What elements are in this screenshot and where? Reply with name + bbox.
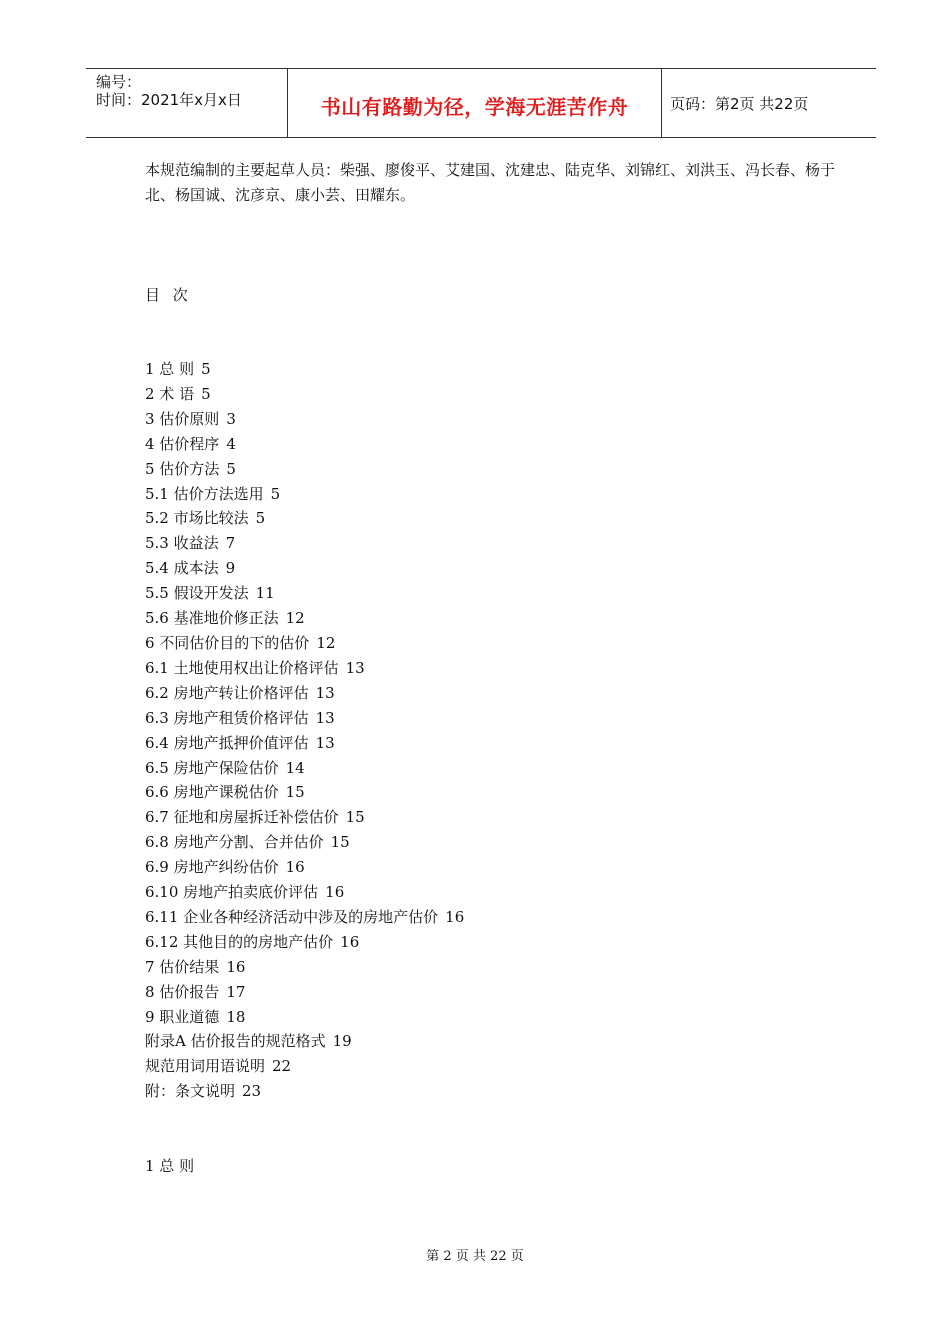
toc-entry[interactable] bbox=[145, 880, 464, 905]
time-label: 时间：2021年x月x日 bbox=[96, 91, 242, 109]
header-meta-cell bbox=[86, 69, 287, 137]
toc-entry-page: 5 bbox=[226, 459, 236, 478]
toc-entry-page: 15 bbox=[285, 783, 305, 802]
toc-entry[interactable] bbox=[145, 930, 464, 955]
toc-entry-page: 15 bbox=[345, 808, 365, 827]
toc-entry-title: 6.2 房地产转让价格评估 bbox=[145, 683, 309, 702]
toc-entry-title: 6.12 其他目的的房地产估价 bbox=[145, 932, 334, 951]
toc-entry-page: 4 bbox=[226, 434, 236, 453]
toc-entry[interactable] bbox=[145, 681, 464, 706]
toc-entry-page: 13 bbox=[315, 733, 335, 752]
toc-entry[interactable] bbox=[145, 506, 464, 531]
toc-entry[interactable] bbox=[145, 756, 464, 781]
toc-entry[interactable] bbox=[145, 855, 464, 880]
toc-entry[interactable] bbox=[145, 1005, 464, 1030]
toc-entry-title: 6.4 房地产抵押价值评估 bbox=[145, 733, 309, 752]
toc-entry[interactable] bbox=[145, 656, 464, 681]
toc-entry-title: 6.9 房地产纠纷估价 bbox=[145, 858, 279, 877]
toc-entry[interactable] bbox=[145, 1079, 464, 1104]
toc-entry-title: 5.1 估价方法选用 bbox=[145, 484, 264, 503]
toc-entry-page: 5 bbox=[255, 509, 266, 528]
toc-entry-title: 6.10 房地产拍卖底价评估 bbox=[145, 883, 319, 902]
toc-entry-page: 5 bbox=[201, 384, 211, 403]
toc-entry-page: 9 bbox=[225, 559, 236, 578]
toc-entry-title: 3 估价原则 bbox=[145, 409, 220, 428]
toc-entry-page: 17 bbox=[226, 982, 246, 1001]
toc-entry-page: 13 bbox=[345, 658, 365, 677]
drafters-paragraph: 本规范编制的主要起草人员：柴强、廖俊平、艾建国、沈建忠、陆克华、刘锦红、刘洪玉、冯长春、杨于北、杨国诚、沈彦京、康小芸、田耀东。 bbox=[145, 161, 836, 204]
toc-entry-page: 3 bbox=[226, 409, 236, 428]
toc-entry-title: 6.5 房地产保险估价 bbox=[145, 758, 279, 777]
toc-entry-title: 9 职业道德 bbox=[145, 1007, 220, 1026]
toc-entry[interactable] bbox=[145, 581, 464, 606]
toc-entry[interactable] bbox=[145, 457, 464, 482]
header-motto-cell bbox=[287, 69, 662, 137]
toc-entry[interactable] bbox=[145, 482, 464, 507]
toc-entry-page: 16 bbox=[285, 858, 305, 877]
section-heading: 1 总 则 bbox=[145, 1157, 195, 1175]
toc-entry-page: 23 bbox=[242, 1082, 262, 1101]
toc-entry-title: 附录A 估价报告的规范格式 bbox=[145, 1032, 326, 1051]
toc-entry-title: 8 估价报告 bbox=[145, 982, 220, 1001]
toc-entry-title: 6.11 企业各种经济活动中涉及的房地产估价 bbox=[145, 907, 439, 926]
page-footer: 第 2 页 共 22 页 bbox=[426, 1249, 524, 1264]
toc-entry-page: 13 bbox=[315, 708, 335, 727]
toc-entry-page: 18 bbox=[226, 1007, 246, 1026]
toc-title: 目 次 bbox=[145, 286, 192, 304]
toc-entry[interactable] bbox=[145, 1054, 464, 1079]
toc-entry-page: 16 bbox=[445, 907, 465, 926]
toc-entry-page: 7 bbox=[225, 534, 236, 553]
toc-entry[interactable] bbox=[145, 556, 464, 581]
toc-entry[interactable] bbox=[145, 805, 464, 830]
motto: 书山有路勤为径，学海无涯苦作舟 bbox=[320, 95, 629, 119]
toc-entry-page: 5 bbox=[201, 360, 211, 378]
toc-entry-title: 6.8 房地产分割、合并估价 bbox=[145, 833, 324, 852]
toc-entry-title: 2 术 语 bbox=[145, 384, 195, 403]
toc-entry-title: 6.1 土地使用权出让价格评估 bbox=[145, 658, 339, 677]
toc-entry-title: 5.3 收益法 bbox=[145, 534, 219, 553]
toc-entry[interactable] bbox=[145, 407, 464, 432]
toc-entry[interactable] bbox=[145, 1029, 464, 1054]
toc-entry-page: 19 bbox=[332, 1032, 352, 1051]
toc-entry-page: 16 bbox=[226, 957, 246, 976]
toc-entry-title: 5.5 假设开发法 bbox=[145, 584, 249, 603]
toc-entry-page: 22 bbox=[272, 1057, 292, 1076]
toc-entry-title: 规范用词用语说明 bbox=[145, 1057, 266, 1076]
toc-entry[interactable] bbox=[145, 631, 464, 656]
toc-entry-page: 16 bbox=[340, 932, 360, 951]
toc-entry[interactable] bbox=[145, 830, 464, 855]
toc-entry-title: 5.4 成本法 bbox=[145, 559, 219, 578]
toc-entry-page: 16 bbox=[325, 883, 345, 902]
toc-entry-title: 6.7 征地和房屋拆迁补偿估价 bbox=[145, 808, 339, 827]
toc-entry-page: 12 bbox=[285, 609, 305, 628]
toc-entry-title: 7 估价结果 bbox=[145, 957, 220, 976]
table-of-contents bbox=[145, 357, 464, 1104]
toc-entry[interactable] bbox=[145, 706, 464, 731]
drafters-block bbox=[145, 158, 835, 208]
toc-entry-page: 14 bbox=[285, 758, 305, 777]
toc-entry[interactable] bbox=[145, 731, 464, 756]
toc-entry[interactable] bbox=[145, 955, 464, 980]
toc-entry-title: 1 总 则 bbox=[145, 360, 195, 378]
page-header bbox=[86, 68, 876, 138]
toc-entry-page: 5 bbox=[270, 484, 281, 503]
toc-entry[interactable] bbox=[145, 382, 464, 407]
toc-entry-title: 6 不同估价目的下的估价 bbox=[145, 633, 310, 652]
toc-entry-page: 13 bbox=[315, 683, 335, 702]
toc-entry-title: 附：条文说明 bbox=[145, 1082, 236, 1101]
serial-label: 编号： bbox=[96, 73, 142, 91]
toc-entry-page: 12 bbox=[316, 633, 336, 652]
toc-entry[interactable] bbox=[145, 357, 464, 382]
toc-entry-page: 11 bbox=[255, 584, 275, 603]
toc-entry[interactable] bbox=[145, 980, 464, 1005]
toc-entry-page: 15 bbox=[330, 833, 350, 852]
toc-entry-title: 6.3 房地产租赁价格评估 bbox=[145, 708, 309, 727]
toc-entry-title: 5 估价方法 bbox=[145, 459, 220, 478]
toc-entry[interactable] bbox=[145, 432, 464, 457]
toc-entry[interactable] bbox=[145, 905, 464, 930]
header-page-info: 页码：第2页 共22页 bbox=[670, 95, 809, 113]
toc-entry-title: 6.6 房地产课税估价 bbox=[145, 783, 279, 802]
header-page-cell bbox=[660, 69, 876, 137]
toc-entry-title: 5.2 市场比较法 bbox=[145, 509, 249, 528]
toc-entry[interactable] bbox=[145, 606, 464, 631]
toc-entry[interactable] bbox=[145, 780, 464, 805]
toc-entry[interactable] bbox=[145, 531, 464, 556]
toc-entry-title: 4 估价程序 bbox=[145, 434, 220, 453]
toc-entry-title: 5.6 基准地价修正法 bbox=[145, 609, 279, 628]
